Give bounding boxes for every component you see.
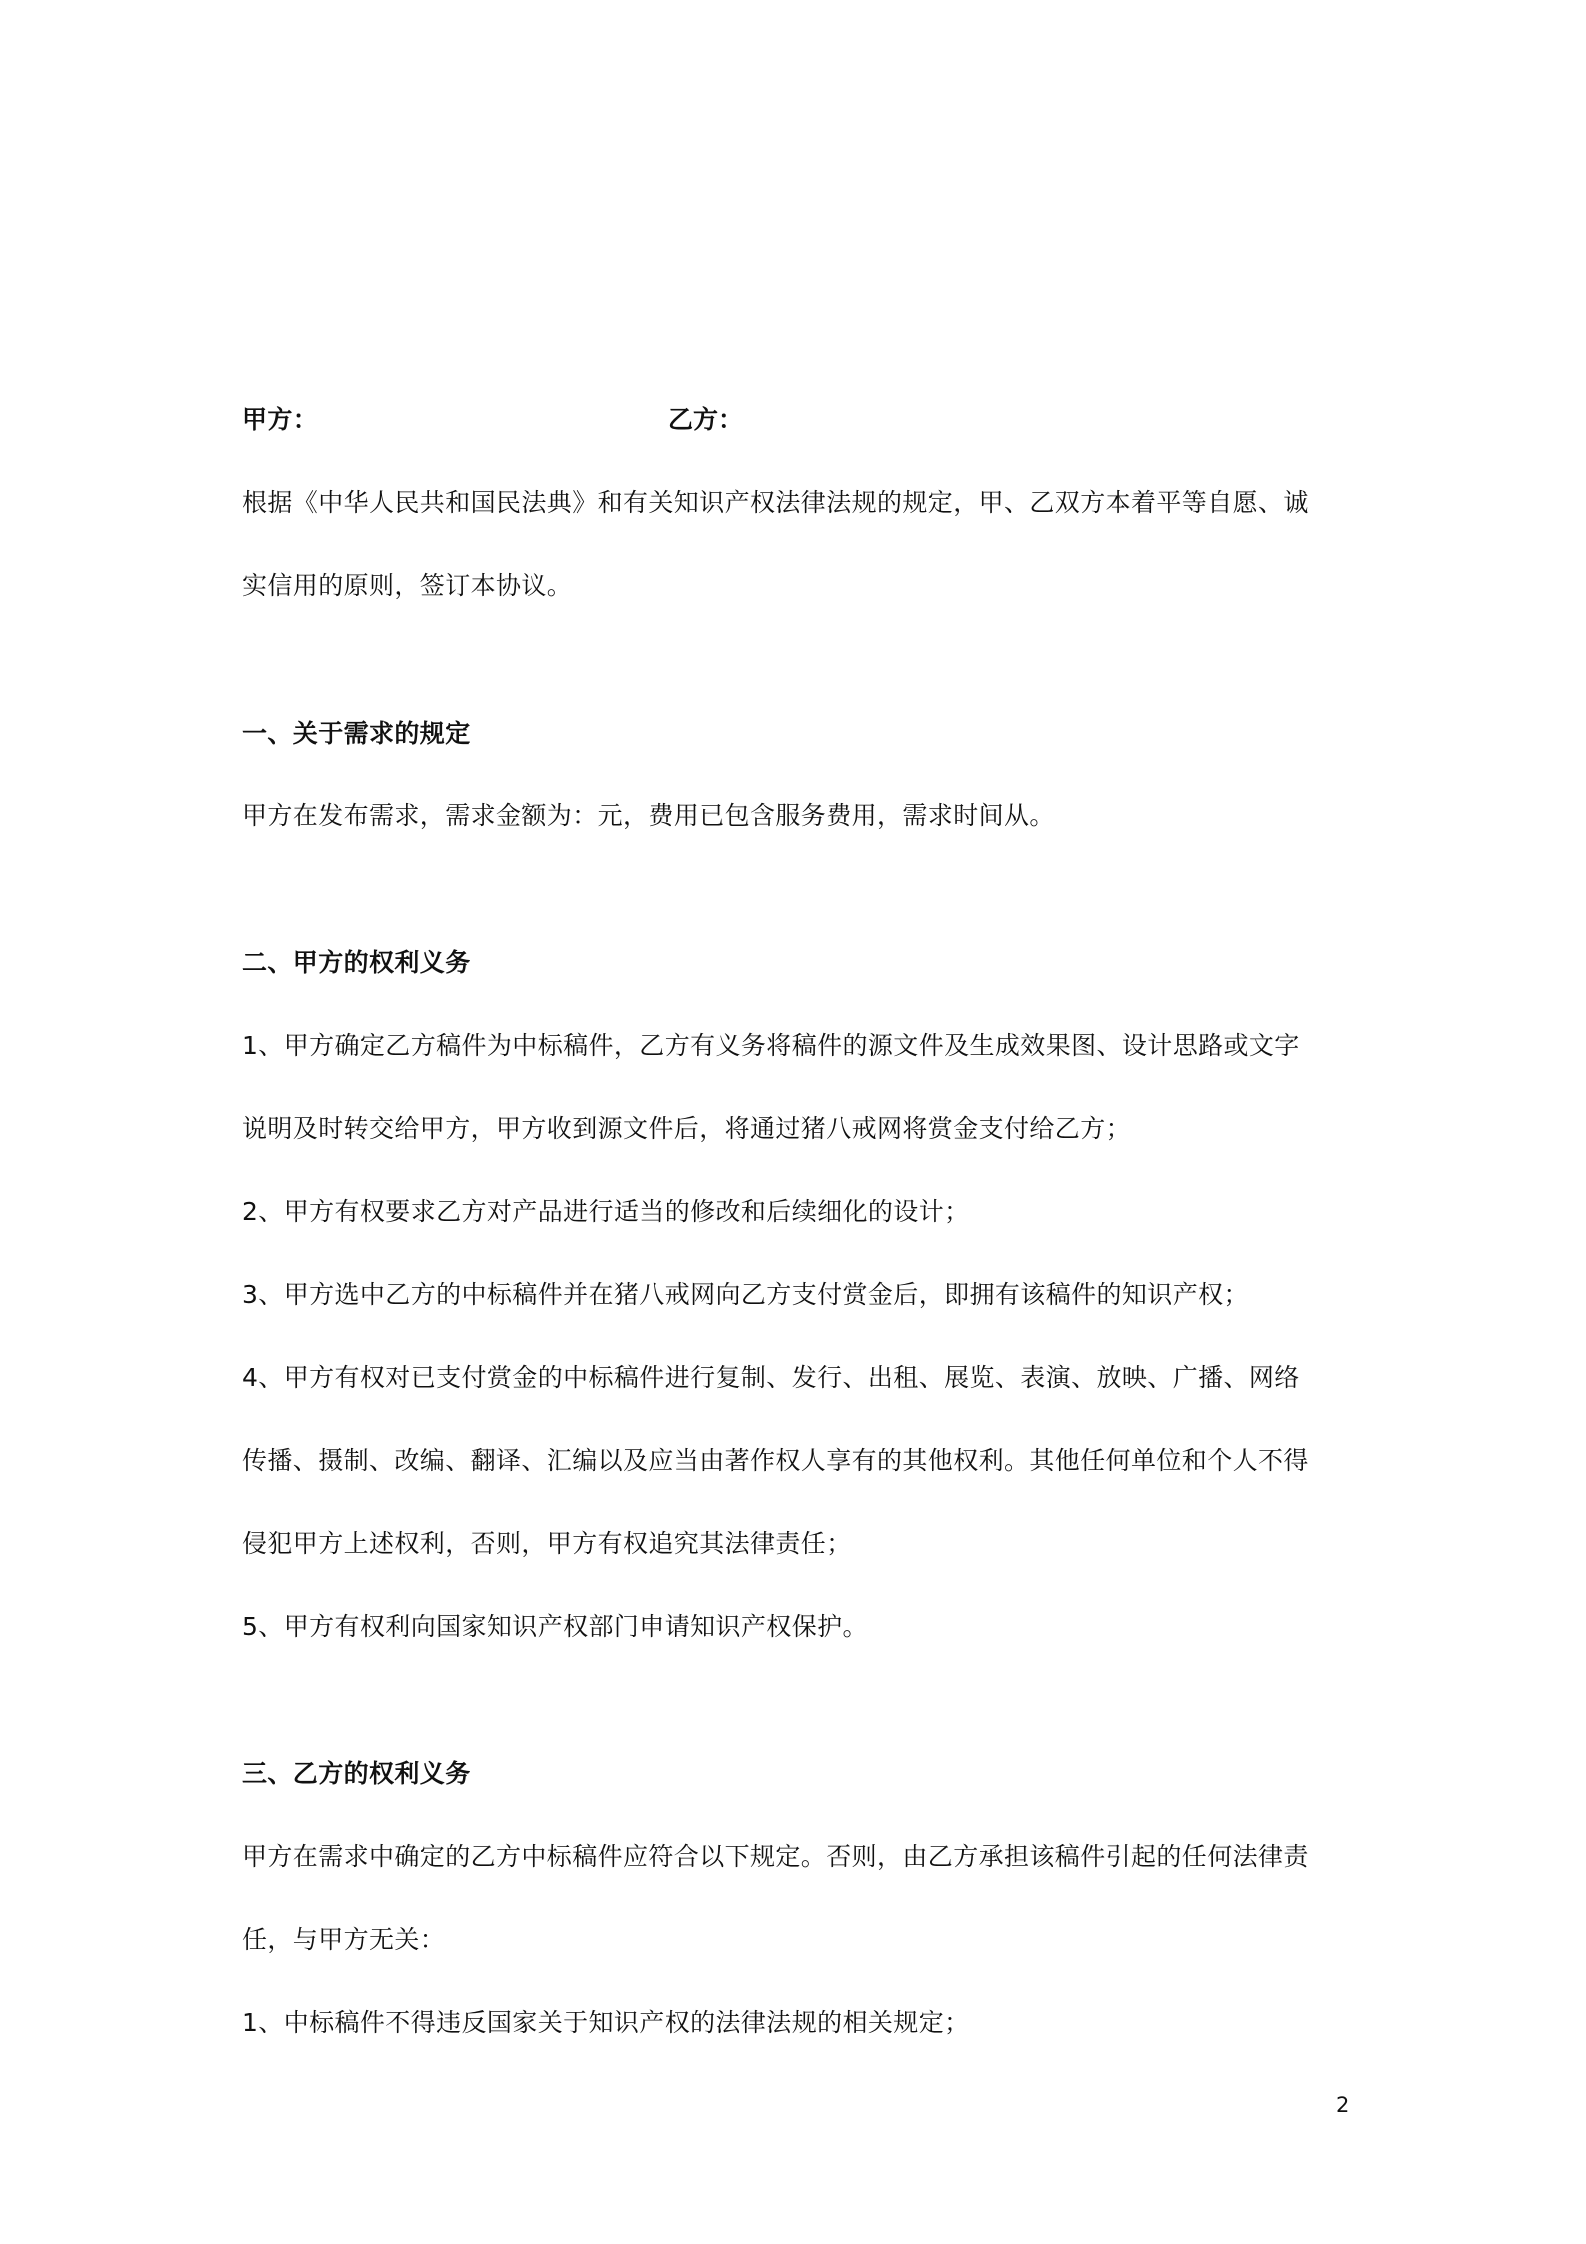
party-b-label: 乙方： bbox=[668, 405, 744, 434]
section2-line-8: 5、甲方有权利向国家知识产权部门申请知识产权保护。 bbox=[242, 1612, 868, 1641]
section2-line-1: 1、甲方确定乙方稿件为中标稿件，乙方有义务将稿件的源文件及生成效果图、设计思路或文字 bbox=[242, 1031, 1300, 1060]
section1-line-1: 甲方在发布需求，需求金额为：元，费用已包含服务费用，需求时间从。 bbox=[242, 801, 1055, 830]
section2-heading: 二、甲方的权利义务 bbox=[242, 948, 471, 977]
section2-line-7: 侵犯甲方上述权利，否则，甲方有权追究其法律责任； bbox=[242, 1529, 852, 1558]
party-a-label: 甲方： bbox=[242, 405, 319, 434]
section3-line-1: 甲方在需求中确定的乙方中标稿件应符合以下规定。否则，由乙方承担该稿件引起的任何法律责 bbox=[242, 1842, 1309, 1871]
section3-line-3: 1、中标稿件不得违反国家关于知识产权的法律法规的相关规定； bbox=[242, 2008, 970, 2037]
section2-line-2: 说明及时转交给甲方，甲方收到源文件后，将通过猪八戒网将赏金支付给乙方； bbox=[242, 1114, 1132, 1143]
section3-heading: 三、乙方的权利义务 bbox=[242, 1759, 471, 1788]
preamble-line-2: 实信用的原则，签订本协议。 bbox=[242, 571, 573, 600]
section3-line-2: 任，与甲方无关： bbox=[242, 1925, 446, 1954]
section2-line-3: 2、甲方有权要求乙方对产品进行适当的修改和后续细化的设计； bbox=[242, 1197, 970, 1226]
section2-line-4: 3、甲方选中乙方的中标稿件并在猪八戒网向乙方支付赏金后，即拥有该稿件的知识产权； bbox=[242, 1280, 1249, 1309]
section1-heading: 一、关于需求的规定 bbox=[242, 719, 471, 748]
section2-line-5: 4、甲方有权对已支付赏金的中标稿件进行复制、发行、出租、展览、表演、放映、广播、网络 bbox=[242, 1363, 1300, 1392]
section2-line-6: 传播、摄制、改编、翻译、汇编以及应当由著作权人享有的其他权利。其他任何单位和个人不得 bbox=[242, 1446, 1309, 1475]
page-number: 2 bbox=[1336, 2093, 1350, 2117]
preamble-line-1: 根据《中华人民共和国民法典》和有关知识产权法律法规的规定，甲、乙双方本着平等自愿、诚 bbox=[242, 488, 1309, 517]
